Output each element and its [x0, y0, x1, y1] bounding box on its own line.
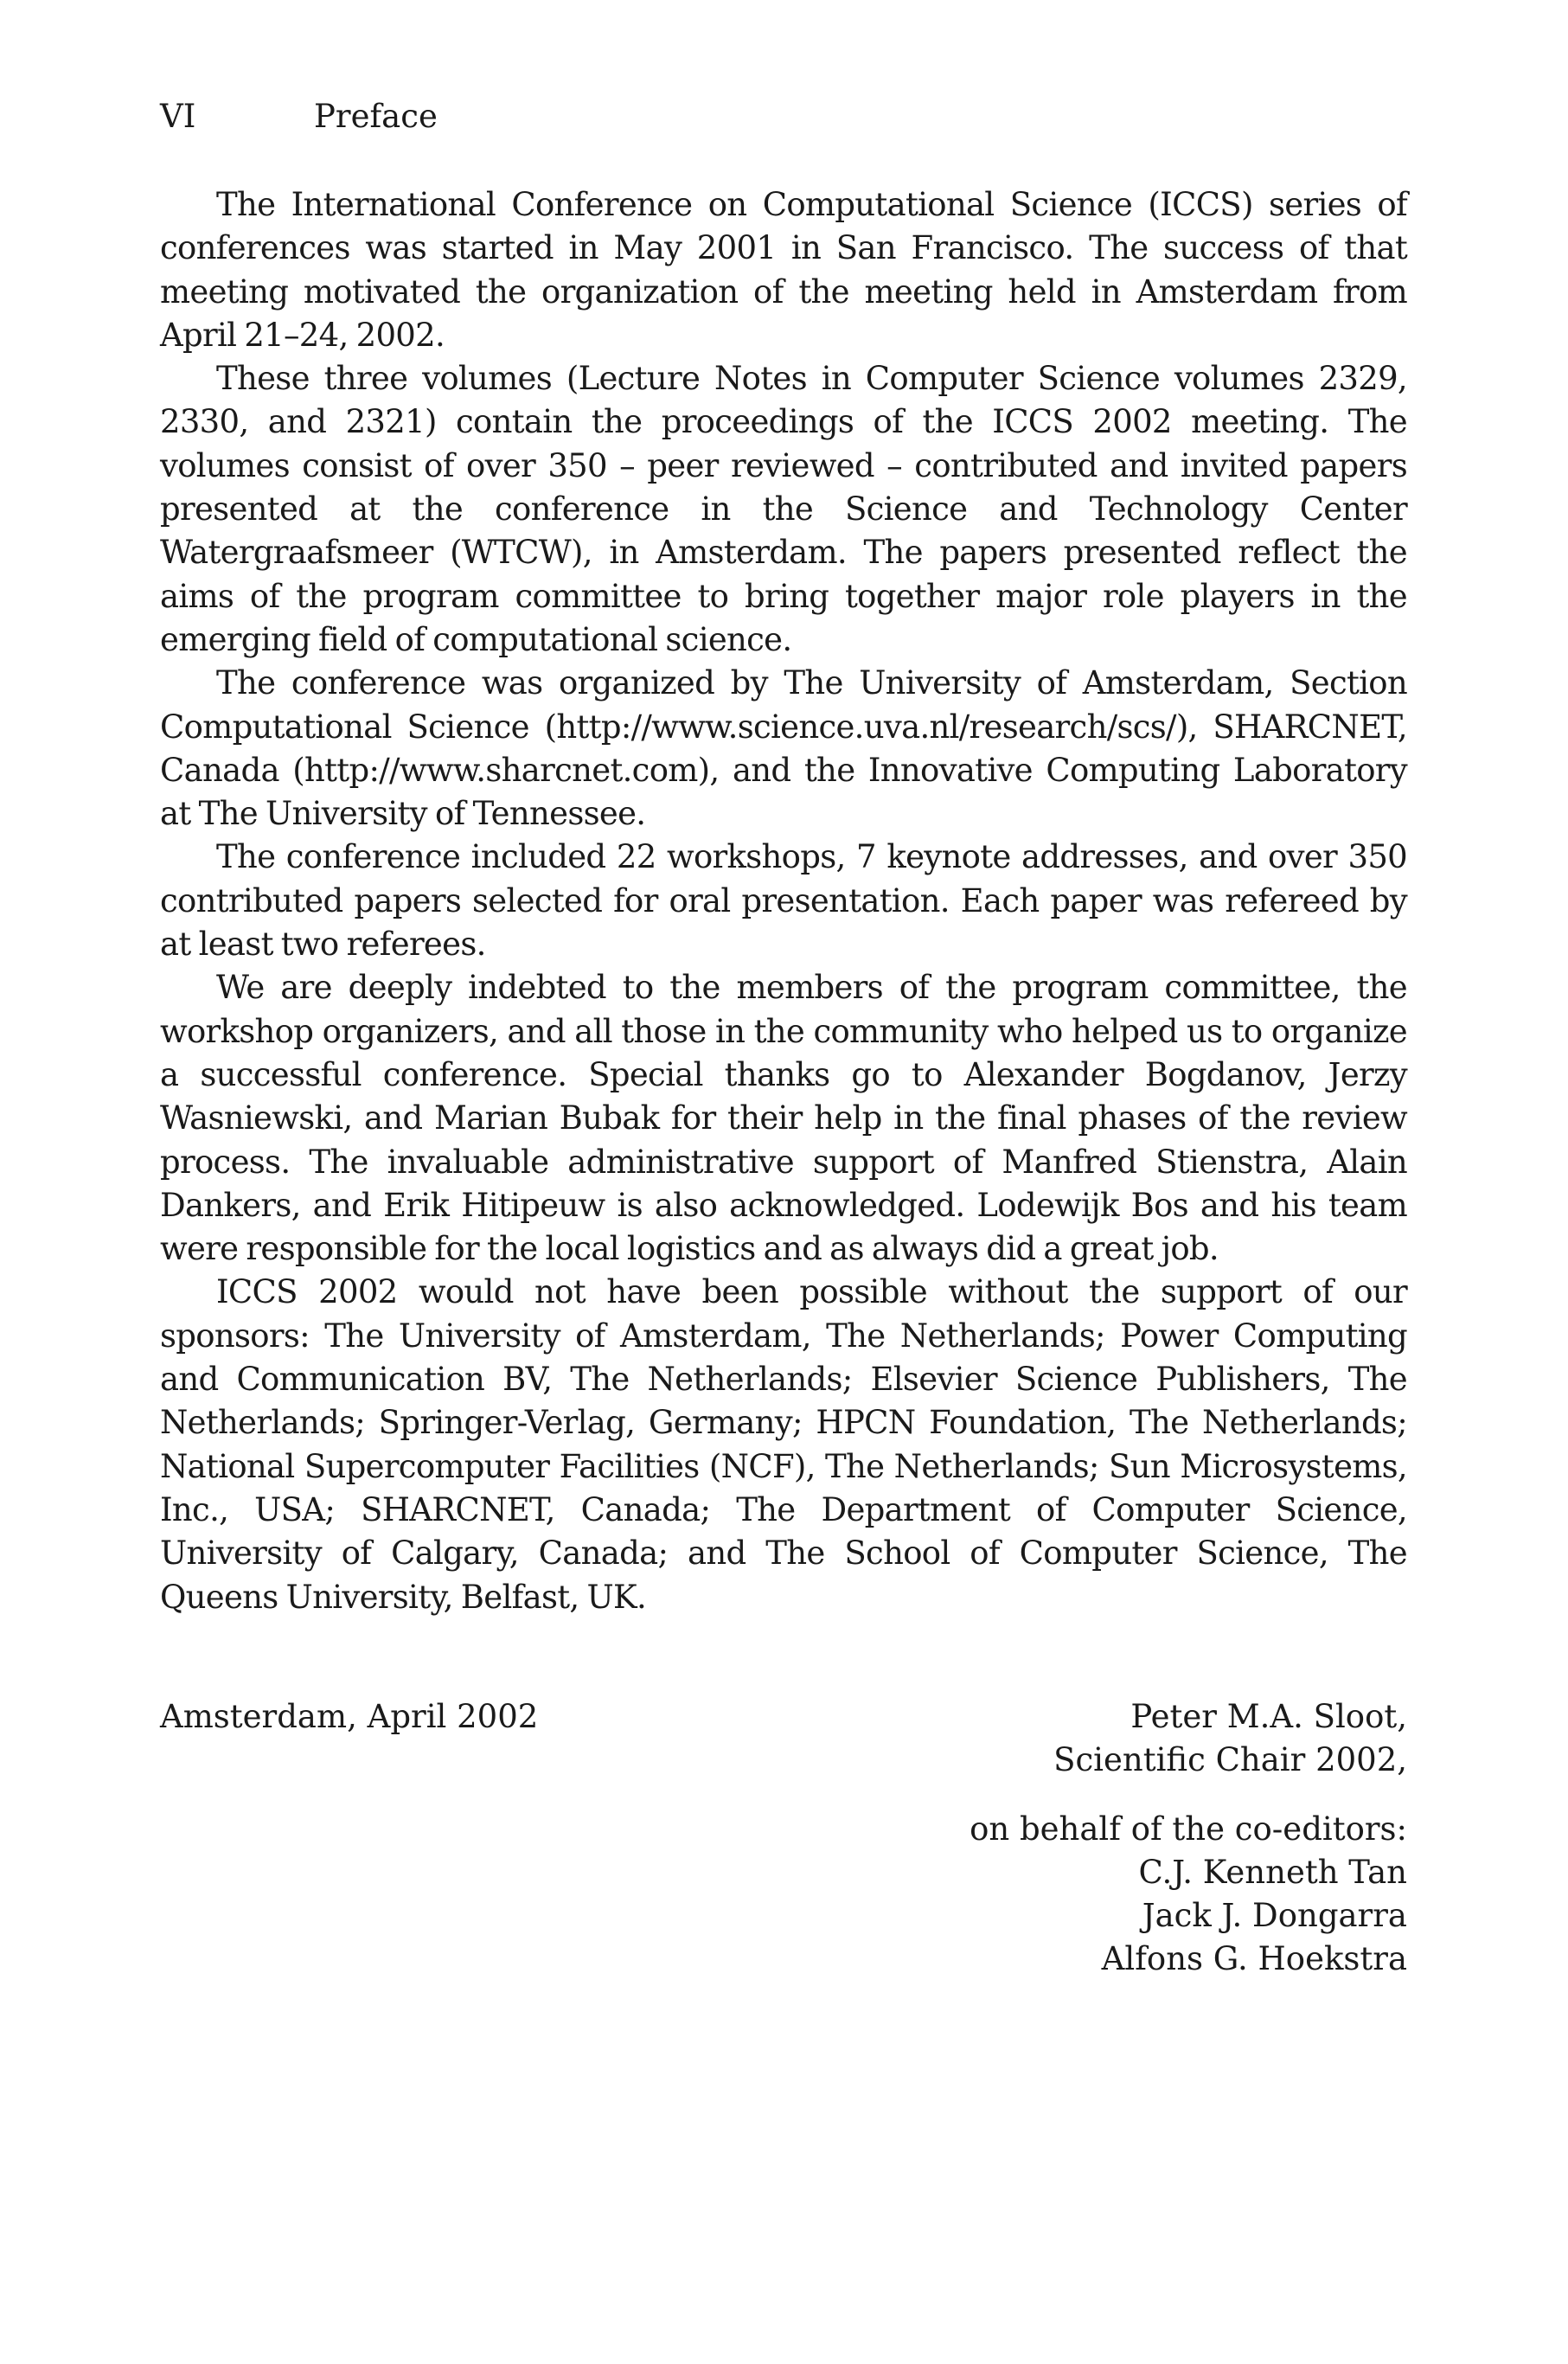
coeditor-name: Alfons G. Hoekstra	[1101, 1940, 1407, 1977]
author-role: Scientific Chair 2002,	[1053, 1741, 1407, 1778]
paragraph: We are deeply indebted to the members of the program committee, the workshop organizers, and all those in the community who helped us to organize a successful conference. Special thanks go to Alexander Bogdanov, Jerzy Wasniewski, and Marian Bubak for their help in the final phases of the review process. The invaluable administrative support of Manfred Stienstra, Alain Dankers, and Erik Hitipeuw is also acknowledged. Lodewijk Bos and his team were responsible for the local logistics and as always did a great job.	[160, 969, 1407, 1268]
paragraph: The conference included 22 workshops, 7 keynote addresses, and over 350 contributed papers selected for oral presentation. Each paper was refereed by at least two referees.	[160, 838, 1407, 964]
preface-body	[160, 183, 1407, 1619]
coeditor-name: Jack J. Dongarra	[1142, 1897, 1407, 1934]
paragraph: These three volumes (Lecture Notes in Computer Science volumes 2329, 2330, and 2321) contain the proceedings of the ICCS 2002 meeting. The volumes consist of over 350 – peer reviewed – contributed and invited papers presented at the conference in the Science and Technology Center Watergraafsmeer (WTCW), in Amsterdam. The papers presented reflect the aims of the program committee to bring together major role players in the emerging field of computational science.	[160, 360, 1407, 658]
paragraph: The conference was organized by The University of Amsterdam, Section Computational Science (http://www.science.uva.nl/research/scs/), SHARCNET, Canada (http://www.sharcnet.com), and the Innovative Computing Laboratory at The University of Tennessee.	[160, 664, 1407, 833]
spacer	[970, 1782, 1407, 1808]
signature-block	[970, 1695, 1407, 1981]
behalf-line: on behalf of the co-editors:	[970, 1810, 1407, 1848]
running-head	[160, 95, 438, 138]
page-number: VI	[160, 98, 196, 135]
paragraph: ICCS 2002 would not have been possible without the support of our sponsors: The University of Amsterdam, The Netherlands; Power Computing and Communication BV, The Netherlands; Elsevier Science Publishers, The Netherlands; Springer-Verlag, Germany; HPCN Foundation, The Netherlands; National Supercomputer Facilities (NCF), The Netherlands; Sun Microsystems, Inc., USA; SHARCNET, Canada; The Department of Computer Science, University of Calgary, Canada; and The School of Computer Science, The Queens University, Belfast, UK.	[160, 1273, 1407, 1616]
coeditor-name: C.J. Kenneth Tan	[1138, 1854, 1407, 1891]
paragraph: The International Conference on Computational Science (ICCS) series of conferences was started in May 2001 in San Francisco. The success of that meeting motivated the organization of the meeting held in Amsterdam from April 21–24, 2002.	[160, 186, 1407, 354]
section-title: Preface	[314, 98, 438, 135]
author-name: Peter M.A. Sloot,	[1130, 1698, 1407, 1735]
place-date: Amsterdam, April 2002	[160, 1698, 539, 1735]
